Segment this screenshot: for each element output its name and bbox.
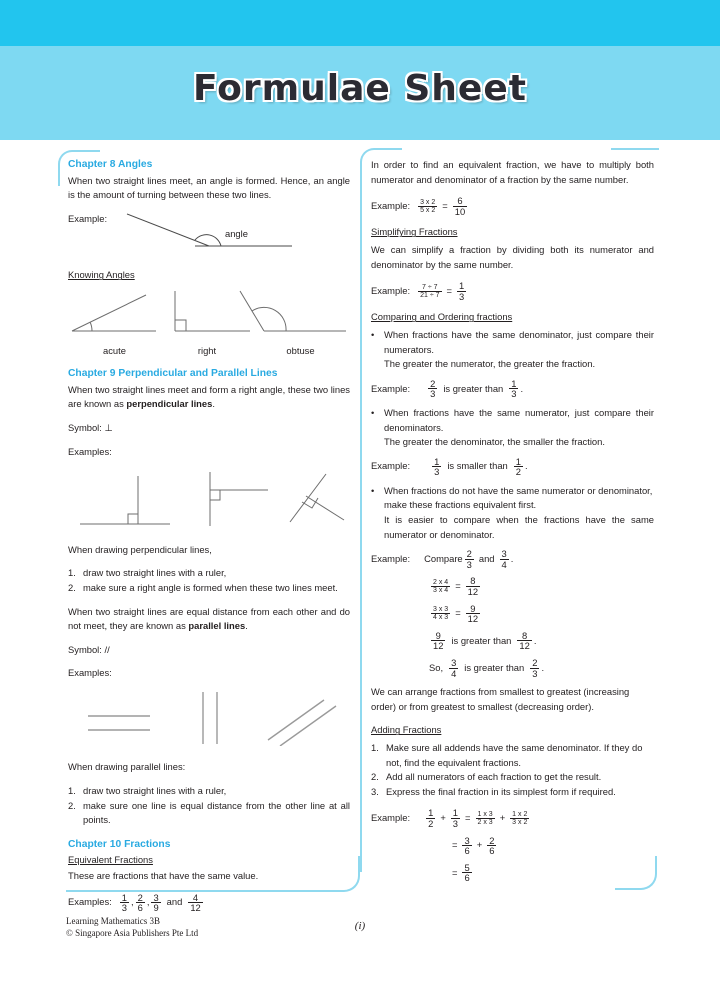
fraction-denominator: 6: [137, 902, 143, 914]
fraction: [418, 199, 437, 214]
fraction-numerator: 2: [532, 657, 538, 668]
fraction-denominator: 12: [519, 640, 530, 652]
bullet-text: When fractions have the same numerator, just compare their denominators.: [384, 406, 654, 433]
fraction-numerator: 3: [451, 657, 457, 668]
fraction-numerator: 1 x 2: [512, 810, 528, 818]
fraction-numerator: 8: [470, 575, 476, 587]
fraction: [431, 631, 445, 651]
fraction-numerator: 3: [464, 834, 470, 846]
simplifying-example: [371, 281, 654, 301]
plus-sign: +: [476, 839, 483, 851]
fraction: [466, 576, 480, 596]
angle-type-acute: acute: [103, 344, 126, 356]
fraction-denominator: 3: [434, 466, 440, 478]
chapter-9-heading: Chapter 9 Perpendicular and Parallel Lines: [68, 368, 278, 380]
adding-steps-list: [371, 741, 654, 799]
fraction-denominator: 3: [459, 290, 465, 302]
list-item: [371, 357, 654, 372]
perp-intro-c: .: [212, 398, 215, 410]
bullet-subtext: The greater the numerator, the greater the fraction.: [384, 358, 596, 370]
fraction: [451, 808, 460, 828]
fraction-numerator: 3 x 3: [433, 606, 449, 614]
fraction-numerator: 9: [435, 629, 441, 641]
comparing-conclusion-1: [429, 631, 654, 651]
fraction-denominator: 2 x 3: [477, 818, 493, 826]
comparison-phrase: is greater than: [443, 382, 504, 394]
fraction-numerator: 1 x 3: [477, 810, 493, 818]
fraction: [432, 457, 441, 477]
bullet-spacer: [371, 435, 384, 450]
fraction-numerator: 3: [501, 548, 507, 560]
fraction: [509, 379, 518, 399]
equals-sign: =: [455, 607, 461, 619]
fraction-numerator: 2: [489, 834, 495, 846]
period: .: [510, 553, 514, 565]
right-column: [371, 158, 654, 890]
fraction-denominator: 6: [464, 845, 470, 857]
fraction-numerator: 1: [511, 377, 517, 389]
and-word: and: [166, 896, 183, 908]
equals-sign: =: [452, 866, 458, 878]
left-column: [68, 158, 350, 920]
example-label: Example:: [371, 284, 411, 296]
example-label: Example:: [371, 460, 411, 472]
list-item: [371, 406, 654, 435]
comparing-example-1: [371, 379, 654, 399]
formulae-sheet-body: [0, 158, 720, 918]
header-top-band: [0, 0, 720, 46]
parallel-drawing-intro: When drawing parallel lines:: [68, 761, 186, 773]
comparison-phrase: is greater than: [464, 661, 525, 673]
adding-fractions-heading: Adding Fractions: [371, 724, 442, 736]
equals-sign: =: [446, 284, 452, 296]
fraction: [136, 893, 145, 913]
simplifying-fractions-heading: Simplifying Fractions: [371, 226, 458, 238]
fraction: [426, 808, 435, 828]
fraction: [418, 284, 441, 299]
equivalent-fraction-examples: [68, 893, 350, 913]
example-label: Example:: [371, 199, 411, 211]
equivalent-fractions-text: These are fractions that have the same value.: [68, 870, 259, 882]
perp-intro-a: When two straight lines meet and form a right angle, these two lines are known as: [68, 383, 350, 410]
comparing-bullets: [371, 328, 654, 372]
angle-type-labels: [68, 344, 350, 359]
comparing-work-line-2: [429, 604, 654, 624]
step-text: make sure one line is equal distance from the other line at all points.: [83, 799, 350, 826]
fraction: [188, 893, 202, 913]
fraction-numerator: 2: [137, 891, 143, 903]
equivalent-fraction-example: [371, 196, 654, 216]
fraction: [514, 457, 523, 477]
bullet-icon: •: [371, 484, 375, 496]
comparison-phrase: is smaller than: [447, 460, 508, 472]
comparing-bullets-3: [371, 484, 654, 542]
perp-drawing-intro: When drawing perpendicular lines,: [68, 543, 212, 555]
period: .: [533, 634, 537, 646]
fraction-numerator: 4: [192, 891, 199, 903]
page-header: [0, 0, 720, 140]
examples-label: Examples:: [68, 896, 112, 908]
step-number: 1.: [68, 567, 76, 579]
fraction-denominator: 6: [464, 872, 470, 884]
parallel-examples-label: Examples:: [68, 667, 112, 679]
step-number: 3.: [371, 785, 379, 797]
parallel-intro: [68, 605, 350, 634]
fraction-denominator: 12: [433, 640, 444, 652]
fraction-denominator: 10: [454, 205, 466, 217]
list-item: [68, 784, 350, 799]
comparing-work-line-1: [429, 576, 654, 596]
fraction-numerator: 5: [464, 861, 470, 873]
adding-example-line-3: [449, 863, 654, 883]
angle-type-obtuse: obtuse: [286, 344, 315, 356]
perp-intro-bold: perpendicular lines: [126, 398, 213, 410]
fraction-denominator: 21 ÷ 7: [420, 291, 440, 299]
perp-symbol-line: [68, 421, 350, 436]
parallel-symbol-line: [68, 643, 350, 658]
list-item: [371, 328, 654, 357]
equals-sign: =: [465, 812, 471, 824]
fraction: [431, 606, 450, 621]
ordering-text: We can arrange fractions from smallest to greatest (increasing order) or from greatest to smallest (decreasing order).: [371, 686, 630, 712]
fraction-denominator: 4: [451, 667, 457, 679]
example-label: Example:: [371, 812, 411, 824]
bullet-text: When fractions do not have the same numerator or denominator, make these fractions equivalent first.: [384, 484, 653, 511]
fraction-denominator: 3 x 4: [433, 587, 449, 595]
plus-sign: +: [440, 812, 446, 824]
footer-line-1: Learning Mathematics 3B: [66, 916, 160, 926]
chapter-8-intro: When two straight lines meet, an angle is formed. Hence, an angle is the amount of turning between these two lines.: [68, 174, 350, 201]
perpendicular-examples-diagram: [68, 468, 350, 535]
bullet-subtext: The greater the denominator, the smaller the fraction.: [384, 436, 605, 448]
fraction: [500, 549, 509, 569]
list-item: [371, 785, 654, 800]
chapter-8-example-label: Example:: [68, 212, 108, 224]
parallel-intro-c: .: [245, 620, 248, 632]
bullet-subtext: It is easier to compare when the fractions have the same numerator or denominator.: [384, 514, 654, 540]
fraction: [457, 281, 466, 301]
parallel-intro-a: When two straight lines are equal distance from each other and do not meet, they are known as: [68, 605, 350, 632]
equals-sign: =: [442, 199, 448, 211]
list-item: [371, 484, 654, 513]
equals-sign: =: [452, 839, 458, 851]
fraction-denominator: 12: [190, 902, 201, 914]
angle-type-right: right: [197, 344, 217, 356]
fraction-denominator: 3: [430, 388, 436, 400]
list-item: [371, 435, 654, 450]
angle-diagram-label: angle: [225, 227, 249, 239]
fraction-numerator: 2: [430, 377, 436, 389]
parallel-steps-list: [68, 784, 350, 828]
step-number: 2.: [371, 771, 379, 783]
page-number: (i): [354, 920, 366, 932]
chapter-9-perp-intro: [68, 383, 350, 412]
fraction-numerator: 8: [521, 629, 528, 641]
fraction-numerator: 7 ÷ 7: [422, 283, 438, 291]
separator: ,: [131, 896, 134, 908]
adding-example-line-1: [371, 808, 654, 828]
fraction-denominator: 3 x 2: [512, 818, 528, 826]
bullet-icon: •: [371, 406, 375, 418]
list-item: [371, 770, 654, 785]
fraction-denominator: 6: [489, 845, 495, 857]
period: .: [524, 460, 528, 472]
list-item: [371, 741, 654, 770]
step-number: 2.: [68, 799, 76, 811]
fraction: [487, 836, 496, 856]
fraction-denominator: 2: [428, 817, 434, 829]
fraction-numerator: 9: [470, 602, 476, 614]
parallel-symbol-label: Symbol:: [68, 643, 102, 655]
angle-diagram: [117, 212, 297, 261]
fraction-denominator: 5 x 2: [420, 206, 436, 214]
compare-word: Compare: [424, 553, 463, 565]
comparing-ordering-heading: Comparing and Ordering fractions: [371, 311, 513, 323]
adding-example-line-2: [449, 836, 654, 856]
plus-sign: +: [499, 812, 506, 824]
period: .: [520, 382, 524, 394]
fraction-denominator: 3: [511, 388, 517, 400]
fraction: [120, 893, 129, 913]
bullet-text: When fractions have the same denominator, just compare their numerators.: [384, 328, 654, 355]
fraction: [151, 893, 160, 913]
simplifying-fractions-text: We can simplify a fraction by dividing both its numerator and denominator by the same number.: [371, 243, 654, 270]
fraction: [476, 811, 495, 826]
comparison-phrase: is greater than: [451, 634, 512, 646]
step-text: Add all numerators of each fraction to get the result.: [386, 771, 602, 783]
comparing-bullets-2: [371, 406, 654, 450]
fraction-numerator: 6: [457, 195, 463, 207]
separator: ,: [146, 896, 150, 908]
list-item: [68, 566, 350, 581]
fraction-denominator: 12: [467, 586, 479, 598]
equals-sign: =: [455, 580, 461, 592]
fraction-numerator: 2: [466, 548, 472, 560]
knowing-angles-heading: Knowing Angles: [68, 269, 135, 281]
fraction-denominator: 3: [532, 667, 538, 679]
perpendicular-symbol-icon: ⊥: [104, 421, 113, 433]
fraction: [517, 631, 531, 651]
list-item: [371, 513, 654, 542]
fraction: [530, 658, 539, 678]
perp-symbol-label: Symbol:: [68, 421, 102, 433]
fraction-denominator: 9: [153, 902, 159, 914]
fraction-denominator: 12: [467, 613, 479, 625]
fraction: [465, 549, 474, 569]
example-label: Example:: [371, 382, 411, 394]
fraction-numerator: 1: [459, 280, 465, 292]
parallel-intro-bold: parallel lines: [188, 620, 246, 632]
bullet-spacer: [371, 357, 384, 372]
fraction: [466, 604, 480, 624]
perp-steps-list: [68, 566, 350, 595]
fraction: [428, 379, 437, 399]
step-text: Express the final fraction in its simplest form if required.: [386, 785, 616, 797]
step-number: 1.: [371, 741, 379, 753]
fraction-numerator: 1: [515, 455, 521, 467]
fraction-denominator: 4: [501, 558, 507, 570]
fraction: [510, 811, 529, 826]
fraction-denominator: 3: [452, 817, 459, 829]
step-text: draw two straight lines with a ruler,: [83, 785, 227, 797]
fraction: [449, 658, 458, 678]
fraction-numerator: 3: [153, 891, 159, 903]
period: .: [541, 661, 545, 673]
so-word: So,: [429, 661, 444, 673]
example-label: Example:: [371, 553, 411, 565]
step-text: Make sure all addends have the same denominator. If they do not, find the equivalent fractions.: [386, 741, 643, 768]
angle-types-diagram: [68, 287, 350, 344]
frame-rule-top-right: [611, 148, 659, 150]
fraction-denominator: 2: [515, 466, 521, 478]
list-item: [68, 581, 350, 596]
bullet-icon: •: [371, 328, 375, 340]
comparing-conclusion-2: [429, 658, 654, 678]
fraction-numerator: 1: [434, 455, 440, 467]
bullet-spacer: [371, 513, 384, 542]
comparing-example-2: [371, 457, 654, 477]
step-number: 1.: [68, 785, 76, 797]
equivalent-fractions-heading: Equivalent Fractions: [68, 854, 153, 866]
equivalent-fraction-intro: In order to find an equivalent fraction, we have to multiply both numerator and denominator of a fraction by the same number.: [371, 159, 654, 185]
fraction: [462, 863, 471, 883]
parallel-examples-diagram: [68, 690, 350, 751]
fraction-numerator: 1: [452, 807, 459, 819]
parallel-symbol-icon: //: [104, 643, 110, 655]
page-title: Formulae Sheet: [193, 68, 527, 109]
fraction-numerator: 1: [428, 807, 434, 819]
chapter-8-heading: Chapter 8 Angles: [68, 159, 153, 170]
perp-examples-label: Examples:: [68, 445, 112, 457]
list-item: [68, 799, 350, 828]
comparing-example-3: [371, 549, 654, 569]
step-text: make sure a right angle is formed when these two lines meet.: [83, 581, 338, 593]
fraction-numerator: 1: [121, 891, 127, 903]
fraction-numerator: 3 x 2: [420, 198, 436, 206]
and-word: and: [478, 553, 495, 565]
fraction-numerator: 2 x 4: [433, 578, 449, 586]
fraction: [462, 836, 471, 856]
fraction-denominator: 3: [466, 558, 472, 570]
step-number: 2.: [68, 581, 76, 593]
fraction-denominator: 3: [121, 902, 127, 914]
step-text: draw two straight lines with a ruler,: [83, 567, 227, 579]
footer-line-2: © Singapore Asia Publishers Pte Ltd: [66, 928, 199, 938]
fraction: [431, 579, 450, 594]
fraction: [453, 196, 467, 216]
fraction-denominator: 4 x 3: [433, 614, 449, 622]
chapter-10-heading: Chapter 10 Fractions: [68, 838, 171, 850]
